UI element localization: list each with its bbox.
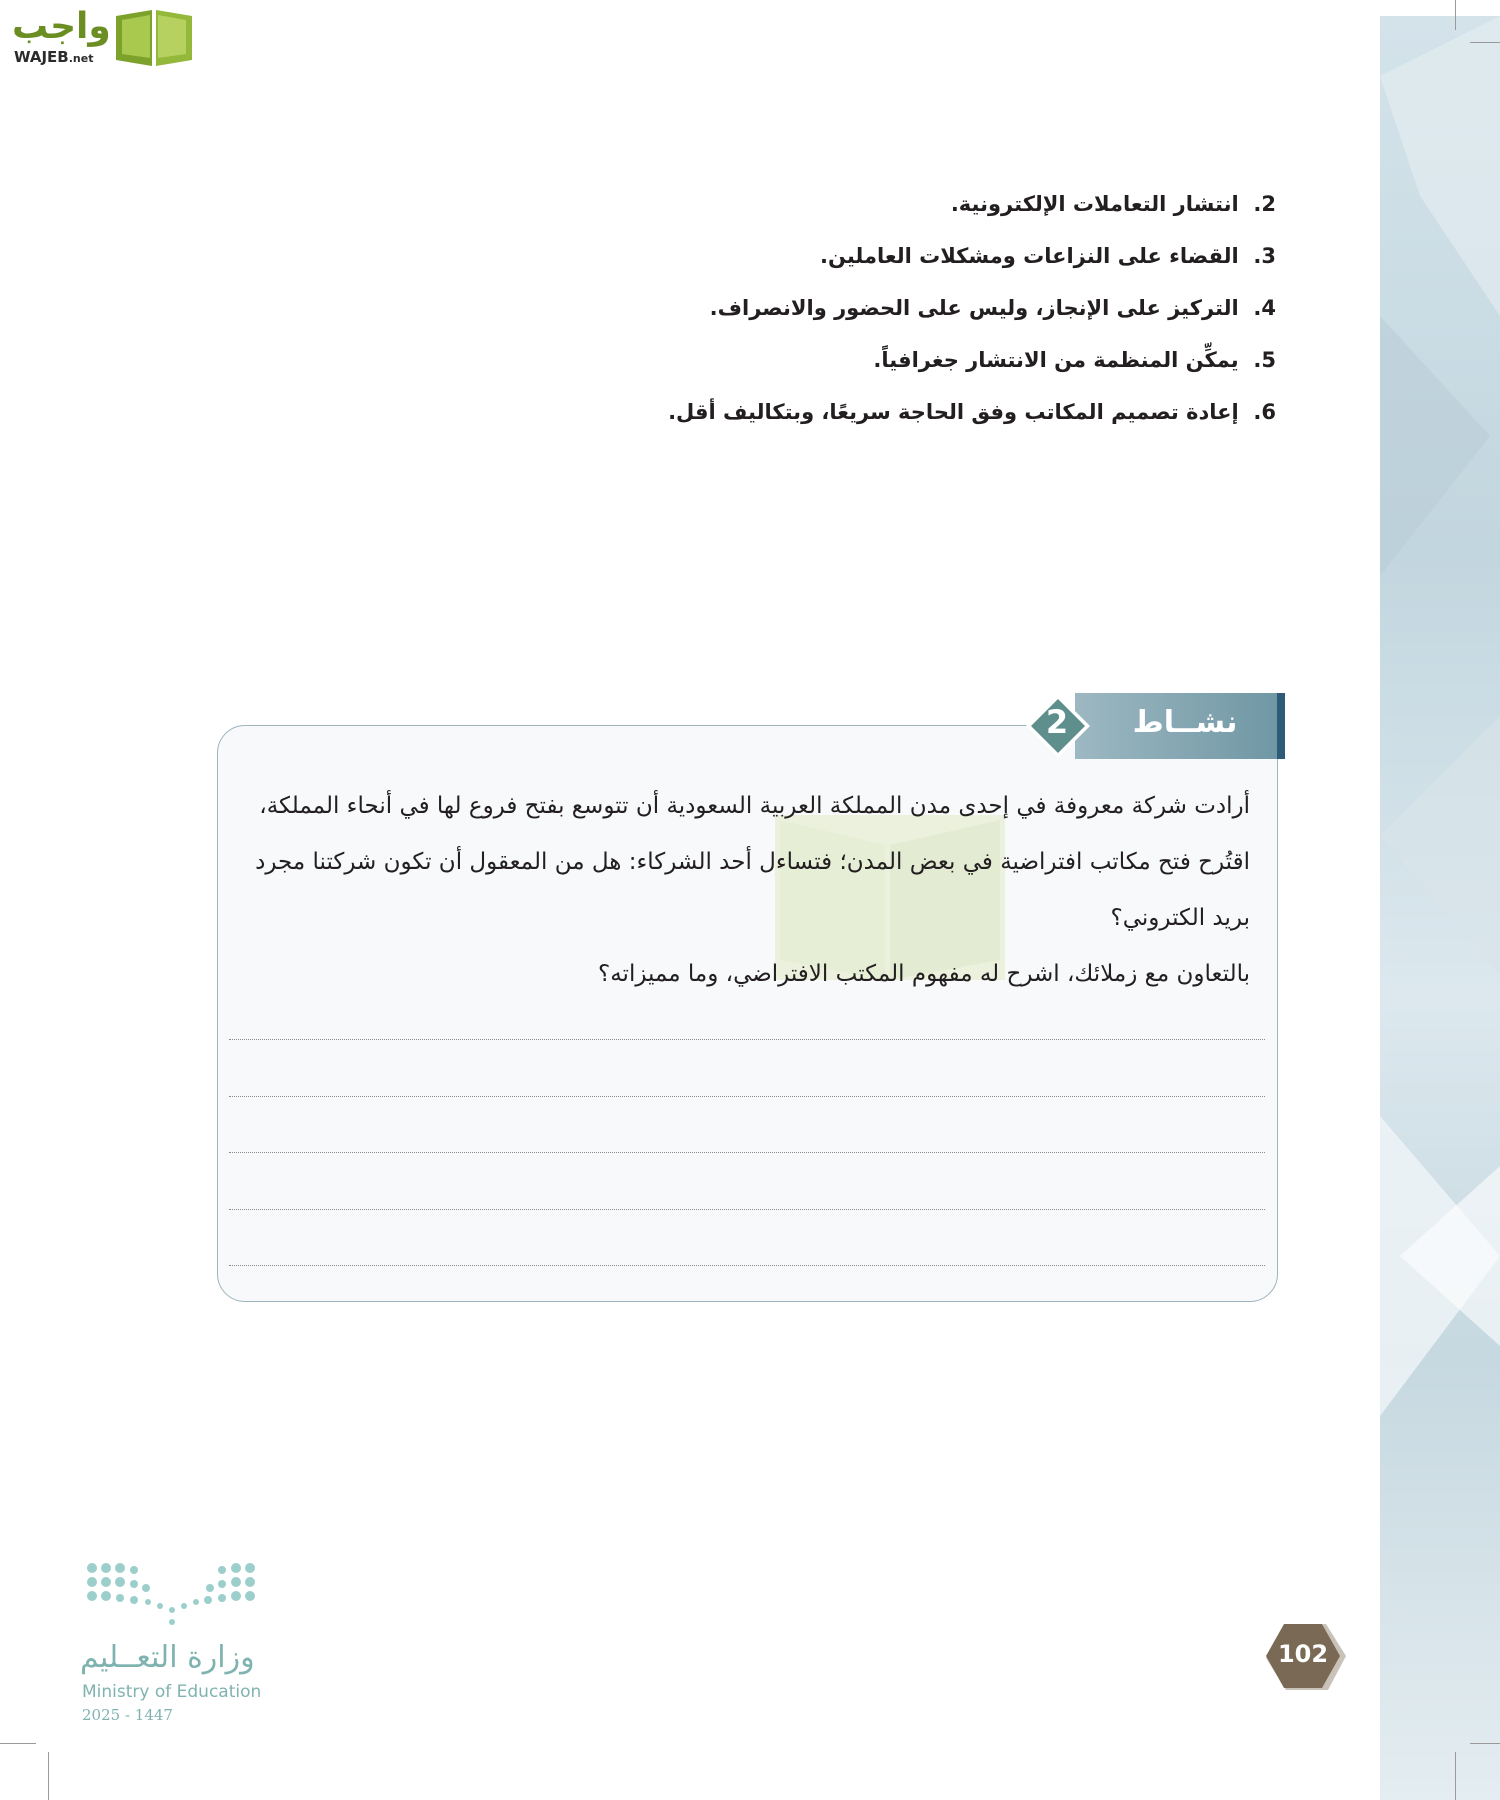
logo-arabic: واجب xyxy=(12,6,111,47)
ministry-year: 2025 - 1447 xyxy=(82,1706,173,1724)
crop-mark xyxy=(1470,1743,1500,1744)
page-number-badge xyxy=(1264,1622,1348,1692)
logo-latin: WAJEB.net xyxy=(14,48,94,66)
ministry-english: Ministry of Education xyxy=(82,1682,262,1702)
crop-mark xyxy=(48,1752,49,1800)
list-item: 3. القضاء على النزاعات ومشكلات العاملين. xyxy=(819,244,1276,268)
activity-header xyxy=(1025,693,1285,759)
answer-line[interactable] xyxy=(229,1039,1265,1040)
list-item: 6. إعادة تصميم المكاتب وفق الحاجة سريعًا، وبتكاليف أقل. xyxy=(668,400,1276,424)
crop-mark xyxy=(0,1743,36,1744)
activity-question xyxy=(244,778,1250,1002)
activity-number: 2 xyxy=(1045,703,1069,741)
side-decoration xyxy=(1380,16,1500,1800)
answer-line[interactable] xyxy=(229,1209,1265,1210)
activity-line: بالتعاون مع زملائك، اشرح له مفهوم المكتب الافتراضي، وما مميزاته؟ xyxy=(598,961,1250,987)
activity-line: أرادت شركة معروفة في إحدى مدن المملكة العربية السعودية أن تتوسع بفتح فروع لها في أنحاء المملكة، xyxy=(259,793,1250,819)
activity-title: نشــاط xyxy=(1132,705,1238,740)
ministry-logo xyxy=(80,1560,280,1730)
book-icon xyxy=(114,8,194,68)
wajeb-logo[interactable] xyxy=(8,6,193,68)
crop-mark xyxy=(1455,1752,1456,1800)
answer-line[interactable] xyxy=(229,1152,1265,1153)
page-number: 102 xyxy=(1277,1640,1329,1668)
crop-mark xyxy=(1455,0,1456,30)
activity-line: اقتُرح فتح مكاتب افتراضية في بعض المدن؛ فتساءل أحد الشركاء: هل من المعقول أن تكون شركتنا مجرد xyxy=(255,849,1250,875)
activity-band-edge xyxy=(1277,693,1285,759)
list-item: 4. التركيز على الإنجاز، وليس على الحضور والانصراف. xyxy=(709,296,1276,320)
activity-line: بريد الكتروني؟ xyxy=(1110,905,1250,931)
crop-mark xyxy=(1470,42,1500,43)
answer-line[interactable] xyxy=(229,1265,1265,1266)
ministry-dots-icon xyxy=(80,1560,270,1630)
list-item: 5. يمكِّن المنظمة من الانتشار جغرافياً. xyxy=(873,348,1276,372)
ministry-arabic: وزارة التعــليم xyxy=(80,1640,255,1675)
list-item: 2. انتشار التعاملات الإلكترونية. xyxy=(950,192,1276,216)
answer-line[interactable] xyxy=(229,1096,1265,1097)
reasons-list xyxy=(668,178,1276,438)
